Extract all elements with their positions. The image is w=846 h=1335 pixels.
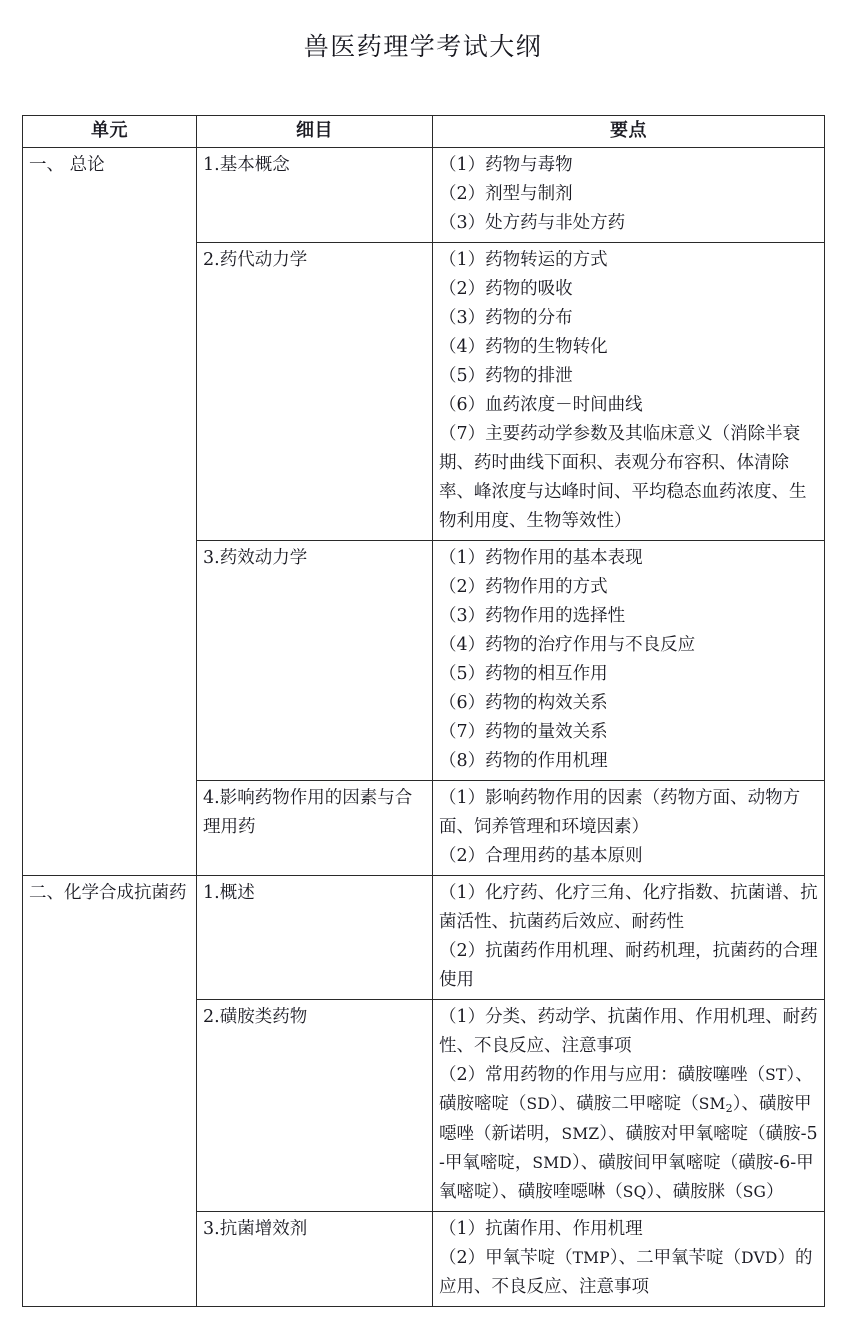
point-line: （5）药物的相互作用 <box>439 664 608 684</box>
outline-table-container <box>22 115 824 1307</box>
column-header-unit: 单元 <box>23 116 197 148</box>
cell-unit: 二、化学合成抗菌药 <box>23 876 197 1307</box>
cell-points <box>433 148 825 243</box>
point-line: （3）药物的分布 <box>439 308 573 328</box>
abbreviation: ST <box>765 1066 787 1084</box>
point-line: （4）药物的治疗作用与不良反应 <box>439 635 696 655</box>
column-header-item: 细目 <box>197 116 433 148</box>
point-line: （8）药物的作用机理 <box>439 751 608 771</box>
point-line: （3）药物作用的选择性 <box>439 606 626 626</box>
cell-points <box>433 876 825 1000</box>
point-line: （1）药物转运的方式 <box>439 250 608 270</box>
cell-item: 2.药代动力学 <box>197 243 433 541</box>
point-line: （2）合理用药的基本原则 <box>439 846 643 866</box>
point-line: （7）主要药动学参数及其临床意义（消除半衰期、药时曲线下面积、表观分布容积、体清除率、峰浓度与达峰时间、平均稳态血药浓度、生物利用度、生物等效性） <box>439 424 807 531</box>
point-line: （6）血药浓度－时间曲线 <box>439 395 643 415</box>
abbreviation: SMZ <box>561 1125 600 1143</box>
abbreviation: $SM_2$ <box>698 1095 733 1115</box>
point-line: （2）药物作用的方式 <box>439 577 608 597</box>
point-line: （2）剂型与制剂 <box>439 184 573 204</box>
table-row <box>23 876 825 1000</box>
cell-item: 3.药效动力学 <box>197 541 433 781</box>
cell-points <box>433 781 825 876</box>
cell-item: 3.抗菌增效剂 <box>197 1212 433 1307</box>
point-line: （1）影响药物作用的因素（药物方面、动物方面、饲养管理和环境因素） <box>439 788 801 837</box>
syllabus-table <box>22 115 825 1307</box>
point-line: （1）药物与毒物 <box>439 155 573 175</box>
point-line: （2）常用药物的作用与应用：磺胺噻唑（ST）、磺胺嘧啶（SD）、磺胺二甲嘧啶$(SM_2)$、磺胺甲噁唑（新诺明，SMZ）、磺胺对甲氧嘧啶（磺胺-5-甲氧嘧啶，SMD）、磺胺间甲氧嘧啶（磺胺-6-甲氧嘧啶）、磺胺喹噁啉（SQ）、磺胺脒（SG） <box>439 1065 818 1202</box>
abbreviation: TMP <box>572 1249 610 1267</box>
cell-points <box>433 541 825 781</box>
table-header-row <box>23 116 825 148</box>
page-title: 兽医药理学考试大纲 <box>303 32 543 61</box>
point-line: （1）药物作用的基本表现 <box>439 548 643 568</box>
point-line: （3）处方药与非处方药 <box>439 213 626 233</box>
cell-points <box>433 1212 825 1307</box>
point-line: （5）药物的排泄 <box>439 366 573 386</box>
point-line: （1）化疗药、化疗三角、化疗指数、抗菌谱、抗菌活性、抗菌药后效应、耐药性 <box>439 883 818 932</box>
table-body <box>23 148 825 1307</box>
cell-item: 2.磺胺类药物 <box>197 1000 433 1212</box>
cell-item: 1.概述 <box>197 876 433 1000</box>
abbreviation: DVD <box>741 1249 778 1267</box>
point-line: （7）药物的量效关系 <box>439 722 608 742</box>
table-header <box>23 116 825 148</box>
cell-item: 1.基本概念 <box>197 148 433 243</box>
point-line: （2）甲氧苄啶（TMP）、二甲氧苄啶（DVD）的应用、不良反应、注意事项 <box>439 1248 813 1297</box>
cell-unit: 一、 总论 <box>23 148 197 876</box>
cell-item: 4.影响药物作用的因素与合理用药 <box>197 781 433 876</box>
abbreviation: SG <box>742 1183 767 1201</box>
point-line: （2）药物的吸收 <box>439 279 573 299</box>
cell-points <box>433 243 825 541</box>
point-line: （2）抗菌药作用机理、耐药机理，抗菌药的合理使用 <box>439 941 818 990</box>
abbreviation: SD <box>526 1095 550 1113</box>
abbreviation: SQ <box>622 1183 647 1201</box>
cell-points <box>433 1000 825 1212</box>
abbreviation: SMD <box>532 1154 572 1172</box>
column-header-points: 要点 <box>433 116 825 148</box>
table-row <box>23 148 825 243</box>
point-line: （6）药物的构效关系 <box>439 693 608 713</box>
point-line: （4）药物的生物转化 <box>439 337 608 357</box>
point-line: （1）抗菌作用、作用机理 <box>439 1219 643 1239</box>
point-line: （1）分类、药动学、抗菌作用、作用机理、耐药性、不良反应、注意事项 <box>439 1007 818 1056</box>
